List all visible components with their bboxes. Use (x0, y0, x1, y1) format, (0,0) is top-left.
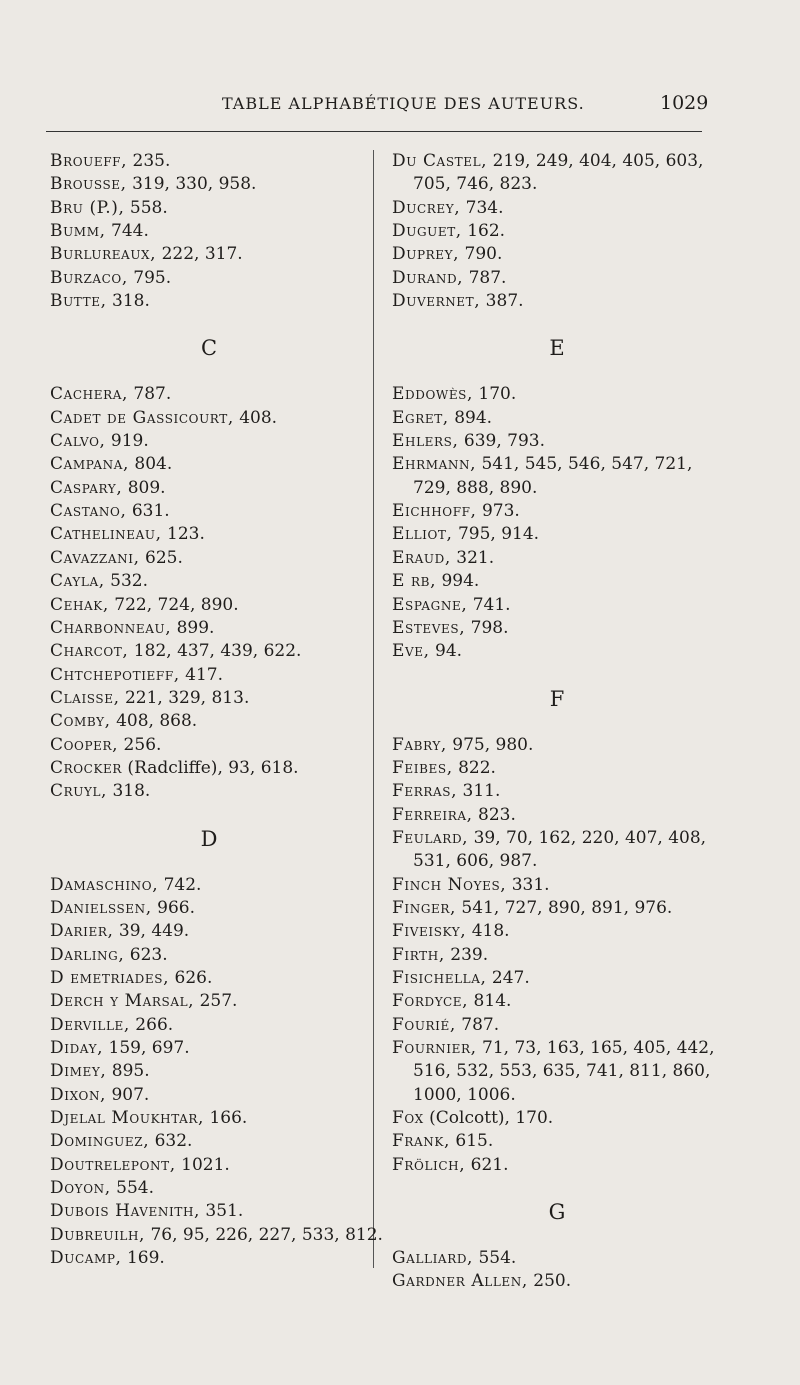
author-name: Dixon, (50, 1084, 107, 1105)
section-letter-heading: D (200, 826, 218, 851)
author-name: Cooper, (50, 734, 119, 755)
page-references: 247. (486, 967, 530, 988)
index-entry (50, 920, 368, 943)
index-entry (50, 967, 368, 990)
page-references: 554. (110, 1178, 154, 1199)
index-entry (392, 920, 722, 943)
index-entry (50, 173, 368, 196)
page-references: 221, 329, 813. (119, 687, 250, 708)
author-name: Darier, (50, 921, 114, 942)
page-references: 39, 70, 162, 220, 407, 408, (468, 827, 707, 848)
page-references: 744. (105, 221, 149, 242)
page-references: 615. (449, 1131, 494, 1152)
page-references: 742. (158, 874, 202, 895)
author-name: Espagne, (392, 594, 468, 615)
page-references: 318. (107, 781, 151, 802)
index-entry (392, 197, 722, 220)
page-references: 625. (139, 547, 183, 568)
index-entry (50, 430, 368, 453)
page-references: 532. (104, 571, 149, 592)
index-entry (392, 1014, 722, 1037)
index-entry-continuation (392, 1084, 722, 1107)
page-references: 266. (129, 1014, 174, 1035)
author-name: Diday, (50, 1038, 104, 1058)
author-name: Eddowès, (392, 384, 474, 405)
index-entry (392, 617, 722, 640)
index-entry (50, 1060, 368, 1083)
index-entry (50, 1224, 383, 1247)
page-references: 787. (463, 267, 507, 288)
index-entry (50, 1084, 368, 1107)
page-references: 39, 449. (113, 921, 190, 942)
page-references: 814. (468, 991, 512, 1012)
author-name: Duvernet, (392, 291, 481, 312)
author-name: Cavazzani, (50, 547, 140, 568)
page-references: 311. (457, 781, 501, 802)
author-name: Charbonneau, (50, 617, 172, 638)
page-references: 94. (429, 641, 463, 662)
author-name: Fiveisky, (392, 921, 467, 942)
author-name: Fourié, (392, 1014, 456, 1035)
right-column (392, 150, 722, 1294)
page-references: 632. (149, 1131, 193, 1152)
page-references: 822. (452, 757, 496, 778)
index-entry (392, 1130, 722, 1153)
index-entry (392, 150, 722, 173)
author-name: Frank, (392, 1131, 450, 1152)
page-references: 554. (473, 1248, 517, 1269)
section-letter-heading: E (549, 336, 565, 361)
author-name: Dominguez, (50, 1131, 150, 1152)
index-entry (392, 523, 722, 546)
index-entry (50, 687, 368, 710)
page-references: 256. (118, 734, 162, 755)
index-entry (392, 383, 722, 406)
author-name: Frölich, (392, 1154, 466, 1175)
index-entry (50, 664, 368, 687)
author-name: Bumm, (50, 221, 106, 242)
index-entry (50, 1177, 368, 1200)
page-references: 631. (126, 501, 170, 522)
author-name: Ducrey, (392, 197, 461, 218)
author-name: Du Castel, (392, 151, 488, 171)
page-references: 907. (106, 1084, 150, 1105)
page-references: 639, 793. (458, 431, 545, 452)
author-name: Bru (P.), (50, 197, 125, 218)
index-entry (392, 827, 722, 850)
author-name: Broueff, (50, 151, 128, 171)
author-name: Cayla, (50, 571, 105, 592)
author-name: Ehlers, (392, 431, 459, 452)
author-name: Butte, (50, 291, 107, 312)
author-name: Feibes, (392, 757, 453, 778)
page-references: 895. (106, 1061, 150, 1082)
page-references: 795, 914. (452, 524, 540, 545)
page-references: 1021. (175, 1154, 230, 1175)
index-entry (392, 570, 722, 593)
index-entry (50, 220, 368, 243)
header-rule (46, 131, 702, 132)
author-name: Fox (392, 1108, 424, 1129)
page-references: 318. (106, 291, 150, 312)
section-letter-heading: C (200, 336, 218, 361)
author-name: Dubreuilh, (50, 1224, 146, 1245)
page-references: 621. (465, 1154, 509, 1175)
page-references: 790. (459, 244, 503, 265)
page-references: 71, 73, 163, 165, 405, 442, (476, 1038, 715, 1058)
author-name: Duguet, (392, 221, 462, 242)
page-references: 994. (436, 571, 480, 592)
author-name: Finger, (392, 897, 457, 918)
author-name: Cruyl, (50, 781, 108, 802)
author-name: Chtchepotieff, (50, 664, 180, 685)
index-entry (392, 453, 722, 476)
author-name: D emetriades, (50, 967, 170, 988)
index-entry (50, 1200, 368, 1223)
page-references: (Colcott), 170. (423, 1108, 554, 1129)
index-entry (50, 1247, 368, 1270)
page-references: 804. (128, 454, 173, 475)
page-references: 722, 724, 890. (108, 594, 239, 615)
author-name: Brousse, (50, 174, 127, 195)
page-references: 219, 249, 404, 405, 603, (487, 151, 704, 171)
page-references: 795. (127, 267, 172, 288)
author-name: Burzaco, (50, 267, 128, 288)
index-entry (392, 407, 722, 430)
author-name: Firth, (392, 944, 445, 965)
author-name: Crocker (50, 757, 123, 778)
page-references: 966. (151, 897, 196, 918)
index-entry (392, 1154, 722, 1177)
page-references: 531, 606, 987. (413, 851, 538, 872)
page-references: 250. (527, 1271, 572, 1292)
page-references: 516, 532, 553, 635, 741, 811, 860, (413, 1061, 711, 1082)
index-entry (392, 1247, 722, 1270)
index-entry (50, 267, 368, 290)
index-entry (50, 757, 368, 780)
author-name: Danielssen, (50, 897, 152, 918)
index-entry (392, 1037, 722, 1060)
page-references: 973. (476, 501, 520, 522)
author-name: Claisse, (50, 687, 120, 708)
page-references: 809. (122, 477, 166, 498)
author-name: Eichhoff, (392, 501, 477, 522)
page-references: 734. (460, 197, 504, 218)
index-entry (392, 897, 722, 920)
page-references: 123. (161, 524, 205, 545)
page-references: 417. (179, 664, 224, 685)
page-references: 787. (128, 384, 172, 405)
author-name: Elliot, (392, 524, 453, 545)
author-name: E rb, (392, 571, 437, 592)
index-entry (50, 1107, 368, 1130)
index-entry (392, 243, 722, 266)
page-references: 1000, 1006. (413, 1084, 516, 1105)
author-name: Burlureaux, (50, 244, 157, 265)
index-entry (50, 990, 368, 1013)
author-name: Derch y Marsal, (50, 991, 195, 1012)
author-name: Dubois Havenith, (50, 1201, 201, 1222)
author-name: Esteves, (392, 617, 466, 638)
index-entry (392, 220, 722, 243)
author-name: Fournier, (392, 1038, 477, 1058)
author-name: Eraud, (392, 547, 451, 568)
index-entry (50, 1037, 368, 1060)
index-entry (392, 734, 722, 757)
index-entry (50, 944, 368, 967)
index-entry (50, 243, 368, 266)
page-references: 162. (461, 221, 506, 242)
author-name: Duprey, (392, 244, 460, 265)
page-references: 408. (233, 407, 278, 428)
index-entry (50, 547, 368, 570)
index-entry (392, 500, 722, 523)
index-entry (50, 500, 368, 523)
author-name: Eve, (392, 641, 430, 662)
page-references: 321. (450, 547, 495, 568)
author-name: Caspary, (50, 477, 123, 498)
index-entry (392, 594, 722, 617)
index-entry (50, 453, 368, 476)
section-letter-heading: F (549, 686, 565, 711)
author-name: Durand, (392, 267, 464, 288)
index-entry (392, 1107, 722, 1130)
author-name: Ducamp, (50, 1248, 122, 1269)
index-entry-continuation (392, 850, 722, 873)
index-entry-continuation (392, 477, 722, 500)
index-entry (50, 897, 368, 920)
running-title: TABLE ALPHABÉTIQUE DES AUTEURS. (222, 94, 585, 113)
author-name: Cathelineau, (50, 524, 162, 545)
index-entry (50, 1130, 368, 1153)
author-name: Fabry, (392, 734, 447, 755)
author-name: Fisichella, (392, 967, 487, 988)
index-entry (50, 617, 368, 640)
author-name: Feulard, (392, 827, 469, 848)
page-references: 823. (472, 804, 516, 825)
author-name: Finch Noyes, (392, 874, 507, 895)
author-name: Gardner Allen, (392, 1271, 528, 1292)
author-name: Damaschino, (50, 874, 159, 895)
page-references: 705, 746, 823. (413, 174, 538, 195)
page-header (0, 92, 800, 122)
page-references: 418. (466, 921, 510, 942)
author-name: Cehak, (50, 594, 109, 615)
author-name: Doyon, (50, 1178, 111, 1199)
index-entry (50, 594, 368, 617)
index-entry (50, 570, 368, 593)
page-references: 541, 545, 546, 547, 721, (476, 454, 693, 475)
left-column (50, 150, 383, 1270)
index-entry (50, 290, 368, 313)
author-name: Ferreira, (392, 804, 473, 825)
index-entry (392, 290, 722, 313)
page-references: 623. (124, 944, 168, 965)
page-references: 239. (444, 944, 489, 965)
page-references: 76, 95, 226, 227, 533, 812. (145, 1224, 383, 1245)
page-references: 541, 727, 890, 891, 976. (456, 897, 673, 918)
author-name: Castano, (50, 501, 127, 522)
index-entry (392, 780, 722, 803)
page-references: 408, 868. (110, 711, 198, 732)
index-entry (50, 1014, 368, 1037)
author-name: Doutrelepont, (50, 1154, 176, 1175)
author-name: Campana, (50, 454, 129, 475)
page-references: 894. (448, 407, 493, 428)
page-references: 222, 317. (156, 244, 243, 265)
section-letter-heading: G (548, 1200, 566, 1225)
author-name: Dimey, (50, 1061, 107, 1082)
page-number: 1029 (660, 92, 709, 114)
author-name: Djelal Moukhtar, (50, 1108, 205, 1129)
author-name: Comby, (50, 711, 111, 732)
author-name: Cachera, (50, 384, 128, 405)
page-references: 169. (121, 1248, 165, 1269)
index-entry (50, 640, 368, 663)
page-references: (Radcliffe), 93, 618. (122, 757, 299, 778)
author-name: Fordyce, (392, 991, 469, 1012)
author-name: Calvo, (50, 431, 106, 452)
index-entry (392, 757, 722, 780)
page-references: 558. (124, 197, 168, 218)
page-references: 159, 697. (103, 1038, 190, 1058)
page-references: 919. (105, 431, 149, 452)
index-entry (392, 267, 722, 290)
index-entry (50, 874, 368, 897)
index-entry (392, 990, 722, 1013)
index-entry (392, 874, 722, 897)
index-entry (392, 640, 722, 663)
index-entry (50, 523, 368, 546)
index-entry (50, 477, 368, 500)
page-references: 387. (480, 291, 524, 312)
page-references: 729, 888, 890. (413, 477, 538, 498)
page-references: 741. (467, 594, 511, 615)
page-references: 787. (455, 1014, 500, 1035)
page-references: 351. (200, 1201, 244, 1222)
page-references: 235. (127, 151, 171, 171)
author-name: Egret, (392, 407, 449, 428)
author-name: Cadet de Gassicourt, (50, 407, 234, 428)
index-entry-continuation (392, 173, 722, 196)
author-name: Ehrmann, (392, 454, 477, 475)
index-entry (50, 734, 368, 757)
index-entry (50, 780, 368, 803)
column-divider (373, 150, 374, 1268)
page-references: 331. (506, 874, 550, 895)
index-entry (392, 547, 722, 570)
index-entry (50, 1154, 368, 1177)
index-entry (392, 804, 722, 827)
index-entry (50, 383, 368, 406)
index-entry (392, 1270, 722, 1293)
index-entry (50, 407, 368, 430)
author-name: Charcot, (50, 641, 129, 662)
index-entry (50, 150, 368, 173)
page-references: 626. (169, 967, 213, 988)
author-name: Derville, (50, 1014, 130, 1035)
page-references: 899. (171, 617, 215, 638)
page-references: 798. (465, 617, 509, 638)
index-entry (392, 944, 722, 967)
index-entry (50, 197, 368, 220)
page-references: 257. (194, 991, 238, 1012)
index-entry-continuation (392, 1060, 722, 1083)
page-references: 975, 980. (446, 734, 534, 755)
index-entry (50, 710, 368, 733)
author-name: Ferras, (392, 781, 458, 802)
index-entry (392, 430, 722, 453)
page-references: 170. (473, 384, 517, 405)
page-references: 166. (204, 1108, 248, 1129)
index-entry (392, 967, 722, 990)
author-name: Darling, (50, 944, 125, 965)
author-name: Galliard, (392, 1248, 474, 1269)
page-references: 319, 330, 958. (126, 174, 257, 195)
page-references: 182, 437, 439, 622. (128, 641, 302, 662)
